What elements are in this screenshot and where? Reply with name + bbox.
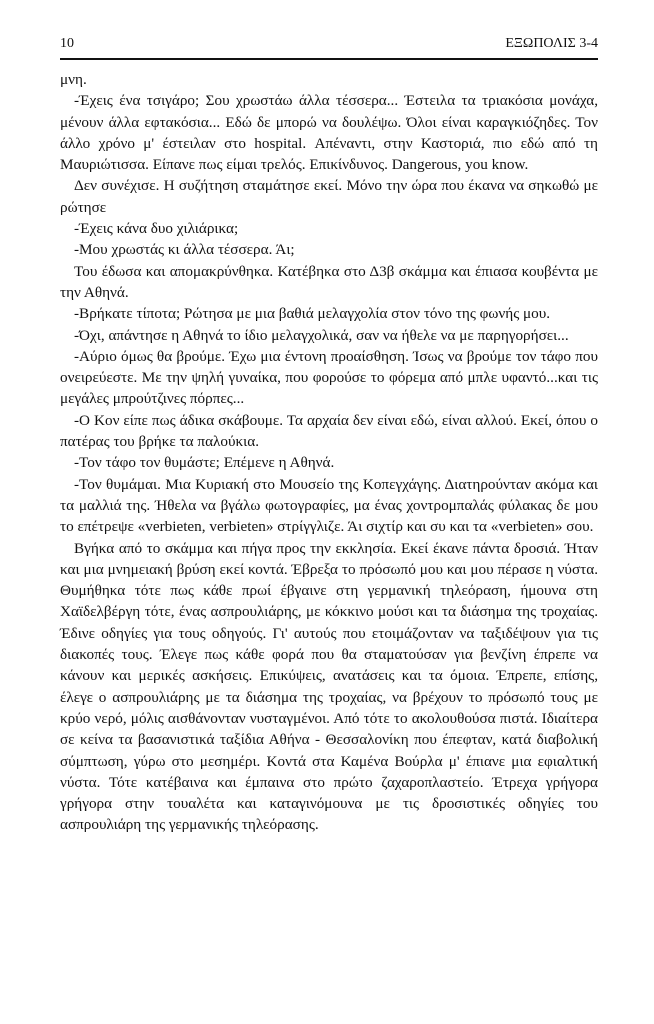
paragraph: -Έχεις ένα τσιγάρο; Σου χρωστάω άλλα τέσσερα... Έστειλα τα τριακόσια μονάχα, μένουν άλλα εφτακόσια... Εδώ δε μπορώ να δουλέψω. Όλοι είναι καραγκιόζηδες. Τον άλλο χρόνο μ' έστειλαν στο hospital. Απέναντι, στην Καστοριά, πιο εδώ από τη Μαυριώτισσα. Είπανε πως είμαι τρελός. Επικίνδυνος. Dangerous, you know. (60, 92, 598, 174)
paragraph: -Τον τάφο τον θυμάστε; Επέμενε η Αθηνά. (74, 454, 335, 472)
paragraph: μνη. (60, 71, 87, 88)
running-header (60, 36, 598, 60)
paragraph: -Βρήκατε τίποτα; Ρώτησα με μια βαθιά μελαγχολία στον τόνο της φωνής μου. (74, 305, 551, 323)
paragraph: -Τον θυμάμαι. Μια Κυριακή στο Μουσείο της Κοπεγχάγης. Διατηρούνταν ακόμα και τα μαλλιά της. Ήθελα να βγάλω φωτογραφίες, μα ένας χοντρομπαλάς φύλακας δε μου το επέτρεψε «verbieten, verbieten» στρίγγλιζε. Άι σιχτίρ και συ και τα «verbieten» σου. (60, 475, 598, 536)
paragraph: Δεν συνέχισε. Η συζήτηση σταμάτησε εκεί. Μόνο την ώρα που έκανα να σηκωθώ με ρώτησε (60, 177, 598, 216)
paragraph: -Έχεις κάνα δυο χιλιάρικα; (74, 220, 239, 238)
paragraph: -Αύριο όμως θα βρούμε. Έχω μια έντονη προαίσθηση. Ίσως να βρούμε τον τάφο που ονειρεύεστε. Με την ψηλή γυναίκα, που φορούσε το φόρεμα από μπλε υφαντό...και τις μεγάλες μπρούτζινες πόρπες... (60, 347, 598, 408)
book-page (60, 36, 598, 836)
body-text (60, 69, 598, 836)
paragraph: -Ο Κον είπε πως άδικα σκάβουμε. Τα αρχαία δεν είναι εδώ, είναι αλλού. Εκεί, όπου ο πατέρας του βρήκε τα παλούκια. (60, 411, 598, 451)
paragraph: -Μου χρωστάς κι άλλα τέσσερα. Άι; (74, 241, 295, 259)
page-number: 10 (60, 36, 74, 51)
paragraph: Βγήκα από το σκάμμα και πήγα προς την εκκλησία. Εκεί έκανε πάντα δροσιά. Ήταν και μια μνημειακή βρύση εκεί κοντά. Έβρεξα το πρόσωπό μου και μου πέρασε η νύστα. Θυμήθηκα τότε πως κάθε πρωί έβγαινε στη γερμανική τηλεόραση, ήμουνα στη Χαϊδελβέργη τότε, ένας ασπρουλιάρης, με κόκκινο μούσι και τα διάσημα της τροχαίας. Έδινε οδηγίες για τους οδηγούς. Γι' αυτούς που ετοιμάζονταν να ταξιδέψουν για τις διακοπές τους. Έλεγε πως κάθε φορά που θα σταματούσαν για βενζίνη έπρεπε να κάνουν και μερικές ασκήσεις. Επικύψεις, ανατάσεις και τα όμοια. Έπρεπε, επίσης, έλεγε ο ασπρουλιάρης με τα διάσημα της τροχαίας, να βρέχουν το πρόσωπό τους με κρύο νερό, μόλις αισθάνονταν νυσταγμένοι. Από τότε το ακολουθούσα πιστά. Ιδιαίτερα σε κείνα τα βασανιστικά ταξίδια Αθήνα - Θεσσαλονίκη που έπεφταν, κατά διαβολική σύμπτωση, γύρω στο μεσημέρι. Κοντά στα Καμένα Βούρλα μ' έπιανε μια εφιαλτική νύστα. Τότε κατέβαινα και έμπαινα στο πρώτο ζαχαροπλαστείο. Έτρεχα γρήγορα γρήγορα στην τουαλέτα και καταγινόμουνα με τις δροσιστικές οδηγίες του ασπρουλιάρη της γερμανικής τηλεόρασης. (60, 539, 598, 834)
running-title: ΕΞΩΠΟΛΙΣ 3-4 (505, 36, 598, 51)
paragraph: Του έδωσα και απομακρύνθηκα. Κατέβηκα στο Δ3β σκάμμα και έπιασα κουβέντα με την Αθηνά. (60, 262, 598, 301)
paragraph: -Όχι, απάντησε η Αθηνά το ίδιο μελαγχολικά, σαν να ήθελε να με παρηγορήσει... (74, 326, 569, 344)
